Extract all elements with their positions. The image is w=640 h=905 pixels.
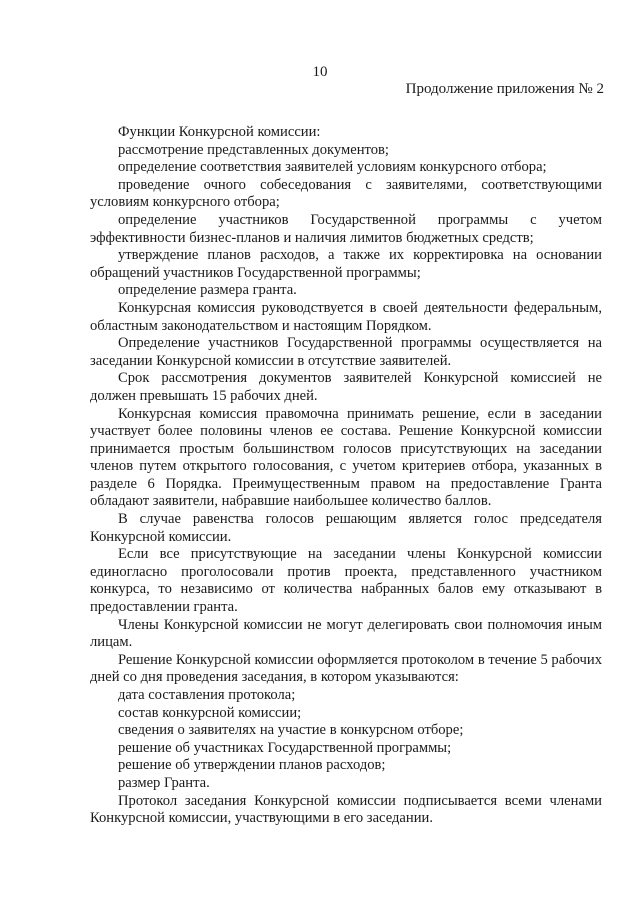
paragraph: Решение Конкурсной комиссии оформляется протоколом в течение 5 рабочих дней со дня проведения заседания, в котором указываются: [90, 651, 602, 686]
function-item: определение соответствия заявителей условиям конкурсного отбора; [118, 159, 547, 176]
paragraph: Конкурсная комиссия правомочна принимать решение, если в заседании участвует более половины членов ее состава. Решение Конкурсной комиссии принимается простым большинством голосов присутствующих на заседании членов путем открытого голосования, с учетом критериев отбора, указанных в разделе 6 Порядка. Преимущественным правом на предоставление Гранта обладают заявители, набравшие наибольшее количество баллов. [90, 405, 602, 510]
function-item: проведение очного собеседования с заявителями, соответствующими условиям конкурсного отбора; [90, 176, 602, 211]
protocol-item: решение об утверждении планов расходов; [118, 757, 386, 774]
paragraph: В случае равенства голосов решающим является голос председателя Конкурсной комиссии. [90, 511, 602, 545]
protocol-item: решение об участниках Государственной программы; [118, 739, 452, 756]
paragraph: Члены Конкурсной комиссии не могут делегировать свои полномочия иным лицам. [90, 616, 602, 651]
function-item: определение участников Государственной программы с учетом эффективности бизнес-планов и наличия лимитов бюджетных средств; [90, 211, 602, 246]
protocol-item: размер Гранта. [118, 774, 210, 791]
paragraph: Определение участников Государственной программы осуществляется на заседании Конкурсной комиссии в отсутствие заявителей. [90, 335, 602, 369]
paragraph: Конкурсная комиссия руководствуется в своей деятельности федеральным, областным законодательством и настоящим Порядком. [90, 299, 602, 334]
commission-functions-heading: Функции Конкурсной комиссии: [118, 124, 321, 140]
function-item: утверждение планов расходов, а также их корректировка на основании обращений участников Государственной программы; [90, 247, 602, 281]
document-body [90, 124, 602, 828]
protocol-item: дата составления протокола; [118, 687, 296, 703]
function-item: рассмотрение представленных документов; [118, 141, 389, 158]
protocol-item: сведения о заявителях на участие в конкурсном отборе; [118, 722, 464, 739]
function-item: определение размера гранта. [118, 282, 297, 299]
paragraph: Срок рассмотрения документов заявителей Конкурсной комиссией не должен превышать 15 рабочих дней. [90, 370, 602, 404]
paragraph: Если все присутствующие на заседании члены Конкурсной комиссии единогласно проголосовали против проекта, представленного участником конкурса, то независимо от количества набранных балов ему отказывают в предоставлении гранта. [90, 546, 602, 616]
paragraph: Протокол заседания Конкурсной комиссии подписывается всеми членами Конкурсной комиссии, участвующими в его заседании. [90, 792, 602, 827]
protocol-item: состав конкурсной комиссии; [118, 704, 302, 721]
appendix-continuation-note: Продолжение приложения № 2 [405, 81, 604, 97]
page-number: 10 [312, 64, 328, 80]
